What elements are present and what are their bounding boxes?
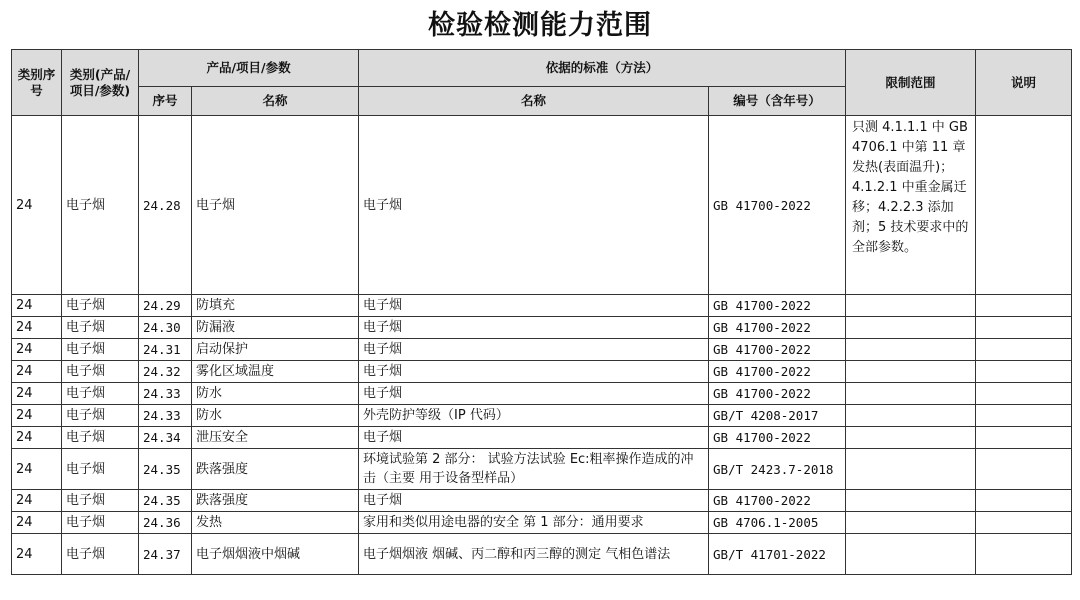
- cell-limit: [846, 383, 976, 405]
- cell-standard-name: 外壳防护等级（IP 代码）: [359, 405, 709, 427]
- table-row: [12, 405, 1072, 427]
- cell-item-name: 雾化区域温度: [192, 361, 359, 383]
- cell-note: [976, 449, 1072, 490]
- cell-category: 电子烟: [62, 383, 139, 405]
- cell-standard-code: GB 41700-2022: [709, 383, 846, 405]
- table-row: [12, 317, 1072, 339]
- cell-item-no: 24.35: [139, 490, 192, 512]
- cell-standard-name: 电子烟: [359, 317, 709, 339]
- cell-note: [976, 317, 1072, 339]
- cell-category-no: 24: [12, 383, 62, 405]
- cell-note: [976, 427, 1072, 449]
- cell-standard-name: 电子烟: [359, 295, 709, 317]
- cell-standard-code: GB/T 2423.7-2018: [709, 449, 846, 490]
- cell-category-no: 24: [12, 317, 62, 339]
- cell-standard-code: GB 41700-2022: [709, 116, 846, 295]
- page-title: 检验检测能力范围: [428, 10, 652, 41]
- cell-item-no: 24.30: [139, 317, 192, 339]
- table-row: [12, 427, 1072, 449]
- cell-standard-name: 家用和类似用途电器的安全 第 1 部分：通用要求: [359, 512, 709, 534]
- header-category: 类别(产品/项目/参数): [62, 50, 139, 116]
- cell-category: 电子烟: [62, 427, 139, 449]
- cell-standard-name: 电子烟: [359, 116, 709, 295]
- cell-item-name: 跌落强度: [192, 449, 359, 490]
- cell-item-no: 24.29: [139, 295, 192, 317]
- cell-item-no: 24.32: [139, 361, 192, 383]
- header-product-group: 产品/项目/参数: [139, 50, 359, 87]
- cell-note: [976, 339, 1072, 361]
- cell-standard-code: GB/T 41701-2022: [709, 534, 846, 575]
- cell-standard-code: GB 41700-2022: [709, 339, 846, 361]
- table-row: [12, 295, 1072, 317]
- cell-item-no: 24.33: [139, 405, 192, 427]
- cell-item-no: 24.37: [139, 534, 192, 575]
- cell-limit: [846, 427, 976, 449]
- cell-item-name: 防水: [192, 405, 359, 427]
- table-row: [12, 512, 1072, 534]
- cell-item-name: 防水: [192, 383, 359, 405]
- cell-category: 电子烟: [62, 449, 139, 490]
- cell-category-no: 24: [12, 339, 62, 361]
- cell-limit: [846, 490, 976, 512]
- header-sub-no: 序号: [139, 87, 192, 116]
- cell-item-no: 24.31: [139, 339, 192, 361]
- header-category-no: 类别序号: [12, 50, 62, 116]
- cell-category-no: 24: [12, 490, 62, 512]
- cell-category-no: 24: [12, 405, 62, 427]
- cell-category: 电子烟: [62, 490, 139, 512]
- cell-item-no: 24.36: [139, 512, 192, 534]
- cell-category-no: 24: [12, 427, 62, 449]
- cell-limit: 只测 4.1.1.1 中 GB 4706.1 中第 11 章 发热(表面温升)；4.1.2.1 中重金属迁移；4.2.2.3 添加剂；5 技术要求中的全部参数。: [846, 116, 976, 295]
- cell-note: [976, 512, 1072, 534]
- cell-note: [976, 383, 1072, 405]
- header-limit: 限制范围: [846, 50, 976, 116]
- cell-limit: [846, 317, 976, 339]
- cell-standard-name: 电子烟: [359, 427, 709, 449]
- cell-item-name: 跌落强度: [192, 490, 359, 512]
- cell-limit: [846, 295, 976, 317]
- cell-category-no: 24: [12, 116, 62, 295]
- table-row: [12, 116, 1072, 295]
- cell-item-no: 24.35: [139, 449, 192, 490]
- cell-limit: [846, 339, 976, 361]
- cell-category: 电子烟: [62, 295, 139, 317]
- header-sub-name: 名称: [192, 87, 359, 116]
- cell-standard-code: GB 41700-2022: [709, 427, 846, 449]
- cell-category-no: 24: [12, 295, 62, 317]
- cell-category: 电子烟: [62, 339, 139, 361]
- cell-item-name: 电子烟: [192, 116, 359, 295]
- cell-note: [976, 534, 1072, 575]
- cell-standard-code: GB 41700-2022: [709, 361, 846, 383]
- cell-standard-name: 电子烟烟液 烟碱、丙二醇和丙三醇的测定 气相色谱法: [359, 534, 709, 575]
- cell-category-no: 24: [12, 512, 62, 534]
- cell-limit: [846, 405, 976, 427]
- table-row: [12, 534, 1072, 575]
- cell-limit: [846, 449, 976, 490]
- cell-standard-code: GB 41700-2022: [709, 295, 846, 317]
- cell-item-name: 发热: [192, 512, 359, 534]
- table-row: [12, 339, 1072, 361]
- cell-standard-code: GB 41700-2022: [709, 317, 846, 339]
- cell-limit: [846, 512, 976, 534]
- cell-item-name: 防漏液: [192, 317, 359, 339]
- table-row: [12, 361, 1072, 383]
- cell-category: 电子烟: [62, 405, 139, 427]
- cell-category: 电子烟: [62, 534, 139, 575]
- table-row: [12, 490, 1072, 512]
- cell-item-name: 启动保护: [192, 339, 359, 361]
- cell-category-no: 24: [12, 534, 62, 575]
- cell-item-no: 24.28: [139, 116, 192, 295]
- cell-standard-name: 电子烟: [359, 339, 709, 361]
- header-standard-group: 依据的标准（方法）: [359, 50, 846, 87]
- cell-standard-name: 电子烟: [359, 490, 709, 512]
- cell-standard-name: 电子烟: [359, 383, 709, 405]
- cell-item-name: 泄压安全: [192, 427, 359, 449]
- cell-note: [976, 116, 1072, 295]
- cell-limit: [846, 534, 976, 575]
- cell-item-name: 电子烟烟液中烟碱: [192, 534, 359, 575]
- cell-note: [976, 490, 1072, 512]
- cell-category: 电子烟: [62, 512, 139, 534]
- cell-item-name: 防填充: [192, 295, 359, 317]
- table-row: [12, 383, 1072, 405]
- cell-item-no: 24.34: [139, 427, 192, 449]
- capability-table: [11, 49, 1072, 575]
- header-std-name: 名称: [359, 87, 709, 116]
- cell-standard-name: 电子烟: [359, 361, 709, 383]
- table-row: [12, 449, 1072, 490]
- cell-standard-code: GB 4706.1-2005: [709, 512, 846, 534]
- cell-note: [976, 295, 1072, 317]
- cell-limit: [846, 361, 976, 383]
- cell-standard-code: GB/T 4208-2017: [709, 405, 846, 427]
- cell-category-no: 24: [12, 449, 62, 490]
- header-std-code: 编号（含年号）: [709, 87, 846, 116]
- cell-category-no: 24: [12, 361, 62, 383]
- cell-standard-code: GB 41700-2022: [709, 490, 846, 512]
- cell-note: [976, 361, 1072, 383]
- cell-category: 电子烟: [62, 361, 139, 383]
- cell-standard-name: 环境试验第 2 部分： 试验方法试验 Ec:粗率操作造成的冲击（主要 用于设备型样品）: [359, 449, 709, 490]
- cell-note: [976, 405, 1072, 427]
- cell-category: 电子烟: [62, 116, 139, 295]
- cell-item-no: 24.33: [139, 383, 192, 405]
- cell-category: 电子烟: [62, 317, 139, 339]
- header-note: 说明: [976, 50, 1072, 116]
